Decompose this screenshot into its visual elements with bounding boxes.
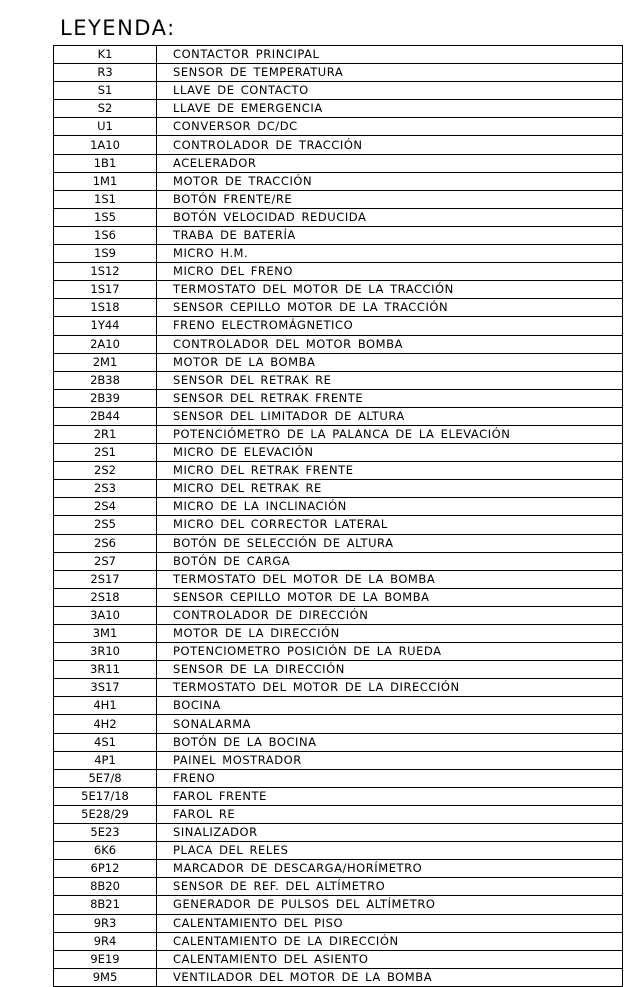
component-description: TERMOSTATO DEL MOTOR DE LA DIRECCIÓN (157, 679, 623, 697)
table-row (54, 715, 623, 733)
component-code: 1S12 (54, 263, 157, 281)
component-description: ACELERADOR (157, 154, 623, 172)
component-code: 2A10 (54, 335, 157, 353)
legend-title: LEYENDA: (60, 16, 176, 40)
component-code: U1 (54, 118, 157, 136)
component-code: 1S17 (54, 281, 157, 299)
component-code: 1B1 (54, 154, 157, 172)
component-description: MOTOR DE LA DIRECCIÓN (157, 625, 623, 643)
component-code: S1 (54, 82, 157, 100)
component-code: 2S4 (54, 498, 157, 516)
component-code: 2B44 (54, 407, 157, 425)
table-row (54, 317, 623, 335)
table-row (54, 932, 623, 950)
component-code: K1 (54, 46, 157, 64)
component-description: SONALARMA (157, 715, 623, 733)
component-code: 9R4 (54, 932, 157, 950)
table-row (54, 643, 623, 661)
table-row (54, 480, 623, 498)
component-code: 4H1 (54, 697, 157, 715)
table-row (54, 625, 623, 643)
table-row (54, 588, 623, 606)
component-description: SENSOR DEL RETRAK RE (157, 371, 623, 389)
component-description: FRENO ELECTROMÁGNETICO (157, 317, 623, 335)
component-code: 4H2 (54, 715, 157, 733)
table-row (54, 118, 623, 136)
legend-table-body (54, 46, 623, 987)
table-row (54, 281, 623, 299)
component-description: TERMOSTATO DEL MOTOR DE LA BOMBA (157, 570, 623, 588)
table-row (54, 371, 623, 389)
component-code: 2M1 (54, 353, 157, 371)
component-description: LLAVE DE CONTACTO (157, 82, 623, 100)
table-row (54, 661, 623, 679)
component-description: CONTROLADOR DE DIRECCIÓN (157, 606, 623, 624)
component-description: MICRO DEL RETRAK FRENTE (157, 462, 623, 480)
table-row (54, 425, 623, 443)
table-row (54, 534, 623, 552)
component-description: MICRO DEL RETRAK RE (157, 480, 623, 498)
table-row (54, 498, 623, 516)
table-row (54, 751, 623, 769)
component-code: 3A10 (54, 606, 157, 624)
table-row (54, 335, 623, 353)
component-code: 2S1 (54, 444, 157, 462)
table-row (54, 82, 623, 100)
component-description: CONVERSOR DC/DC (157, 118, 623, 136)
component-description: LLAVE DE EMERGENCIA (157, 100, 623, 118)
table-row (54, 190, 623, 208)
table-row (54, 878, 623, 896)
component-description: CALENTAMIENTO DE LA DIRECCIÓN (157, 932, 623, 950)
component-code: 5E23 (54, 824, 157, 842)
component-description: SENSOR DE TEMPERATURA (157, 64, 623, 82)
component-description: SINALIZADOR (157, 824, 623, 842)
component-description: SENSOR DE REF. DEL ALTÍMETRO (157, 878, 623, 896)
component-description: TRABA DE BATERÍA (157, 226, 623, 244)
component-code: 9R3 (54, 914, 157, 932)
component-code: R3 (54, 64, 157, 82)
component-description: CONTROLADOR DEL MOTOR BOMBA (157, 335, 623, 353)
component-description: MICRO H.M. (157, 245, 623, 263)
component-code: 4P1 (54, 751, 157, 769)
component-description: SENSOR CEPILLO MOTOR DE LA BOMBA (157, 588, 623, 606)
component-code: 1S1 (54, 190, 157, 208)
table-row (54, 968, 623, 986)
component-description: BOTÓN DE CARGA (157, 552, 623, 570)
component-description: FAROL FRENTE (157, 787, 623, 805)
component-description: MARCADOR DE DESCARGA/HORÍMETRO (157, 860, 623, 878)
table-row (54, 842, 623, 860)
component-code: 2S3 (54, 480, 157, 498)
component-code: 3R10 (54, 643, 157, 661)
table-row (54, 299, 623, 317)
component-code: 6P12 (54, 860, 157, 878)
component-description: SENSOR DEL LIMITADOR DE ALTURA (157, 407, 623, 425)
component-description: FAROL RE (157, 805, 623, 823)
table-row (54, 679, 623, 697)
component-description: MICRO DE ELEVACIÓN (157, 444, 623, 462)
component-description: BOCINA (157, 697, 623, 715)
component-description: VENTILADOR DEL MOTOR DE LA BOMBA (157, 968, 623, 986)
component-description: BOTÓN DE SELECCIÓN DE ALTURA (157, 534, 623, 552)
table-row (54, 787, 623, 805)
table-row (54, 805, 623, 823)
table-row (54, 516, 623, 534)
component-code: 8B21 (54, 896, 157, 914)
component-description: BOTÓN FRENTE/RE (157, 190, 623, 208)
table-row (54, 896, 623, 914)
component-code: 2R1 (54, 425, 157, 443)
table-row (54, 100, 623, 118)
table-row (54, 389, 623, 407)
component-code: 2S7 (54, 552, 157, 570)
component-description: MOTOR DE TRACCIÓN (157, 172, 623, 190)
component-description: CONTROLADOR DE TRACCIÓN (157, 136, 623, 154)
component-code: 3R11 (54, 661, 157, 679)
table-row (54, 208, 623, 226)
component-description: POTENCIOMETRO POSICIÓN DE LA RUEDA (157, 643, 623, 661)
component-description: POTENCIÓMETRO DE LA PALANCA DE LA ELEVACIÓN (157, 425, 623, 443)
legend-table (53, 45, 623, 987)
table-row (54, 46, 623, 64)
component-code: 2S18 (54, 588, 157, 606)
component-description: GENERADOR DE PULSOS DEL ALTÍMETRO (157, 896, 623, 914)
component-description: CONTACTOR PRINCIPAL (157, 46, 623, 64)
table-row (54, 136, 623, 154)
table-row (54, 444, 623, 462)
table-row (54, 245, 623, 263)
table-row (54, 697, 623, 715)
table-row (54, 552, 623, 570)
table-row (54, 824, 623, 842)
table-row (54, 914, 623, 932)
component-code: 8B20 (54, 878, 157, 896)
table-row (54, 172, 623, 190)
table-row (54, 769, 623, 787)
table-row (54, 462, 623, 480)
table-row (54, 860, 623, 878)
table-row (54, 570, 623, 588)
table-row (54, 263, 623, 281)
component-code: 5E28/29 (54, 805, 157, 823)
table-row (54, 226, 623, 244)
component-code: 2S17 (54, 570, 157, 588)
component-description: CALENTAMIENTO DEL ASIENTO (157, 950, 623, 968)
component-description: MOTOR DE LA BOMBA (157, 353, 623, 371)
component-description: BOTÓN VELOCIDAD REDUCIDA (157, 208, 623, 226)
table-row (54, 733, 623, 751)
component-code: 9M5 (54, 968, 157, 986)
component-description: FRENO (157, 769, 623, 787)
component-description: MICRO DE LA INCLINACIÓN (157, 498, 623, 516)
table-row (54, 64, 623, 82)
component-code: 9E19 (54, 950, 157, 968)
component-code: 2B39 (54, 389, 157, 407)
component-code: 1A10 (54, 136, 157, 154)
component-code: 5E7/8 (54, 769, 157, 787)
component-code: 1S9 (54, 245, 157, 263)
component-description: SENSOR CEPILLO MOTOR DE LA TRACCIÓN (157, 299, 623, 317)
component-description: MICRO DEL FRENO (157, 263, 623, 281)
component-description: CALENTAMIENTO DEL PISO (157, 914, 623, 932)
component-description: PAINEL MOSTRADOR (157, 751, 623, 769)
component-code: 1S18 (54, 299, 157, 317)
table-row (54, 606, 623, 624)
component-code: 1S6 (54, 226, 157, 244)
component-code: 3S17 (54, 679, 157, 697)
component-code: S2 (54, 100, 157, 118)
component-description: BOTÓN DE LA BOCINA (157, 733, 623, 751)
table-row (54, 353, 623, 371)
table-row (54, 950, 623, 968)
component-code: 4S1 (54, 733, 157, 751)
component-code: 2S2 (54, 462, 157, 480)
component-description: TERMOSTATO DEL MOTOR DE LA TRACCIÓN (157, 281, 623, 299)
table-row (54, 407, 623, 425)
component-code: 2S6 (54, 534, 157, 552)
component-code: 1M1 (54, 172, 157, 190)
component-description: MICRO DEL CORRECTOR LATERAL (157, 516, 623, 534)
component-description: SENSOR DE LA DIRECCIÓN (157, 661, 623, 679)
component-code: 2B38 (54, 371, 157, 389)
component-description: SENSOR DEL RETRAK FRENTE (157, 389, 623, 407)
component-code: 3M1 (54, 625, 157, 643)
component-code: 1S5 (54, 208, 157, 226)
component-description: PLACA DEL RELES (157, 842, 623, 860)
component-code: 2S5 (54, 516, 157, 534)
component-code: 5E17/18 (54, 787, 157, 805)
component-code: 1Y44 (54, 317, 157, 335)
component-code: 6K6 (54, 842, 157, 860)
table-row (54, 154, 623, 172)
